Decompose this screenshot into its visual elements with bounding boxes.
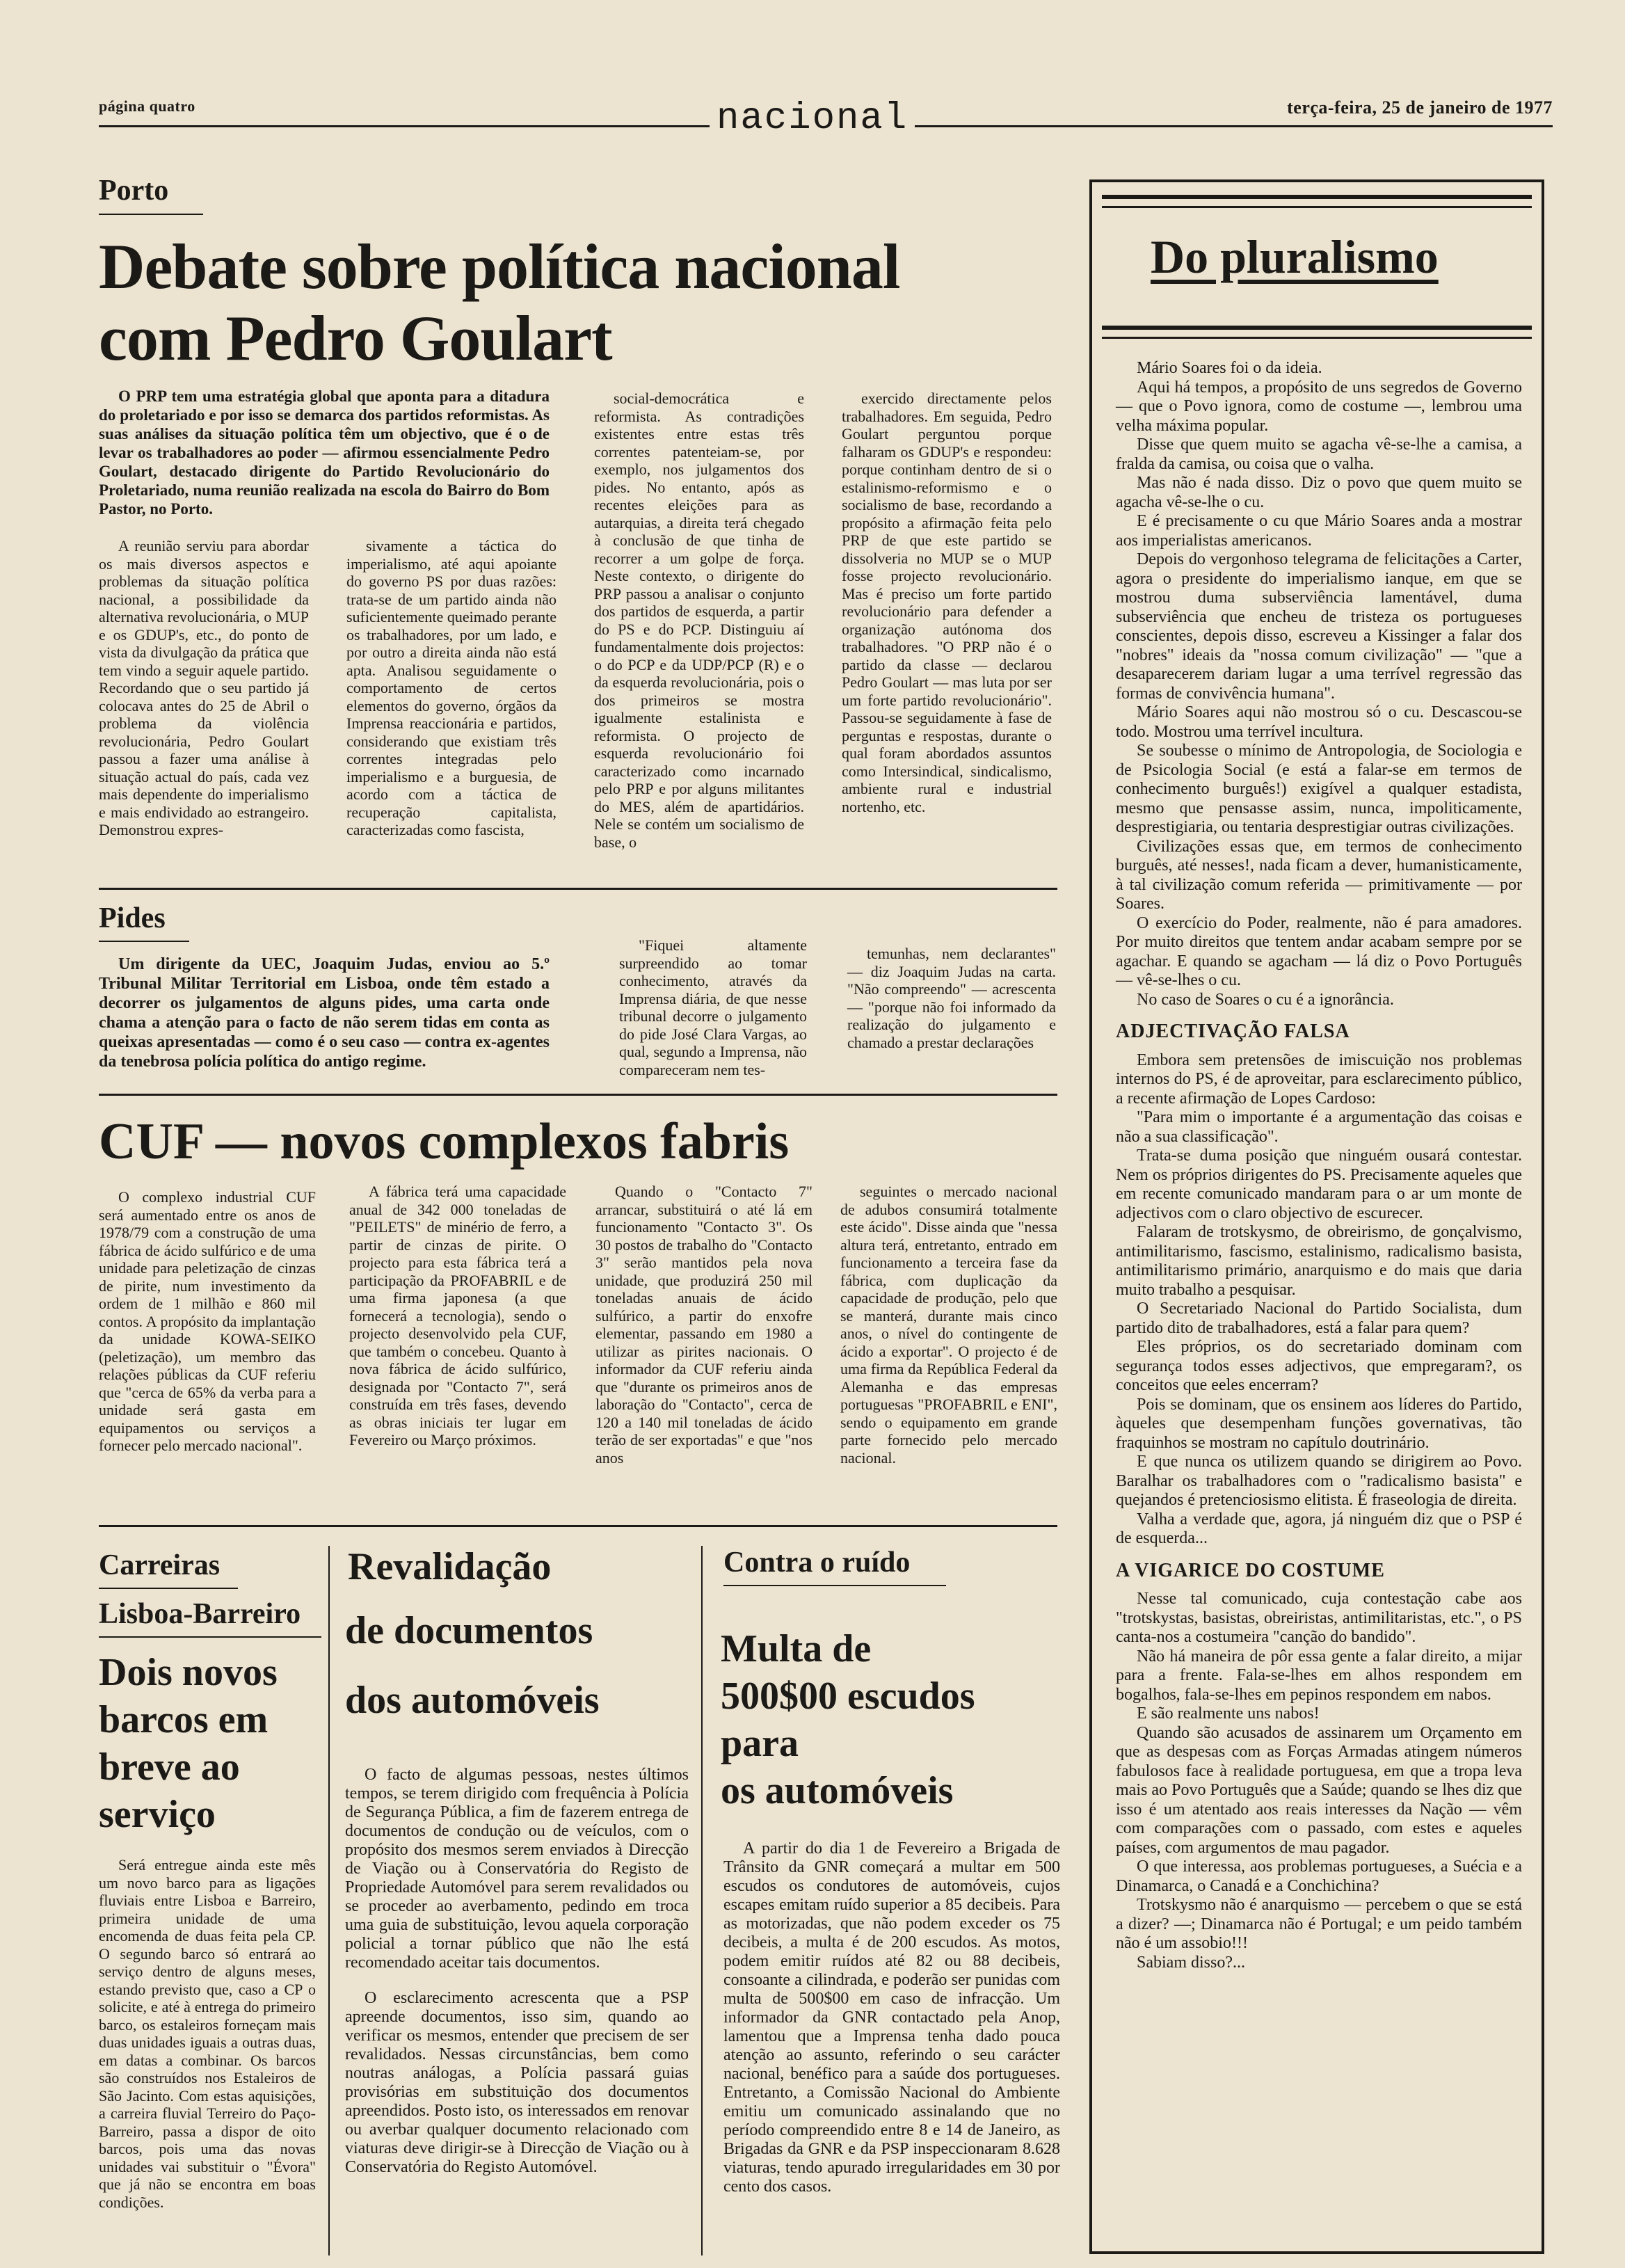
pluralismo-para: Disse que quem muito se agacha vê-se-lhe a camisa, a fralda da camisa, ou coisa que o valha.: [1116, 436, 1522, 473]
porto-col1: A reunião serviu para abordar os mais diversos aspectos e problemas da situação política nacional, a possibilidade da alternativa revolucionária, o MUP e os GDUP's, etc., do ponto de vista da divulgação da prática que tem vindo a seguir aquele partido. Recordando que o seu partido já colocava antes do 25 de Abril o problema da violência revolucionária, Pedro Goulart passou a fazer uma análise à situação actual do país, cada vez mais dependente do imperialismo e mais endividado ao estrangeiro. Demonstrou expres-: [99, 537, 309, 838]
pluralismo-subhead-adjectivacao: ADJECTIVAÇÃO FALSA: [1116, 1021, 1350, 1042]
divider-bottom-stories-1: [328, 1546, 330, 2255]
pluralismo-para: Mas não é nada disso. Diz o povo que quem muito se agacha vê-se-lhe o cu.: [1116, 474, 1522, 511]
ruido-headline-line2: 500$00 escudos: [721, 1675, 975, 1718]
pluralismo-title-bar-2: [1102, 337, 1532, 339]
pides-lead: Um dirigente da UEC, Joaquim Judas, enviou ao 5.º Tribunal Militar Territorial em Lisboa, onde têm estado a decorrer os julgamentos de alguns pides, uma carta onde chama a atenção para o facto de não serem tidas em conta as queixas apresentadas — como é o seu caso — contra ex-agentes da tenebrosa polícia política do antigo regime.: [99, 955, 550, 1071]
pluralismo-para: Pois se dominam, que os ensinem aos líderes do Partido, àqueles que desempenham funções governativas, tão fraquinhos se mostram no capítulo doutrinário.: [1116, 1395, 1522, 1452]
pluralismo-title: Do pluralismo: [1151, 230, 1439, 283]
divider-cuf-bottom: [99, 1525, 1057, 1527]
issue-date: terça-feira, 25 de janeiro de 1977: [1287, 97, 1553, 118]
cuf-col4: seguintes o mercado nacional de adubos consumirá totalmente este ácido". Disse ainda que "nessa altura terá, entretanto, entrado em funcionamento a terceira fase da fábrica, com duplicação da capacidade de produção, pelo que se manterá, durante mais cinco anos, o nível do contingente de ácido a exportar". O projecto é de uma firma da República Federal da Alemanha e das empresas portuguesas "PROFABRIL e ENI", sendo o equipamento em grande parte fornecido pelo mercado nacional.: [840, 1183, 1057, 1467]
pluralismo-para: Não há maneira de pôr essa gente a falar direito, a mijar para a frente. Fala-se-lhes em alhos respondem em bogalhos, fala-se-lhes em pepinos respondem em nabos.: [1116, 1647, 1522, 1704]
pluralismo-top-bar-2: [1102, 206, 1532, 208]
ruido-body: A partir do dia 1 de Fevereiro a Brigada de Trânsito da GNR começará a multar em 500 escudos os condutores de automóveis, cujos escapes emitam ruído superior a 85 decibeis. Para as motorizadas, que não podem exceder os 75 decibeis, a multa é de 200 escudos. As motos, podem emitir ruídos até 82 ou 88 decibeis, consoante a cilindrada, e poderão ser punidas com multa de 500$00 em caso de infracção. Um informador da GNR contactado pela Anop, lamentou que a Imprensa tenha dado pouca atenção ao assunto, referindo o seu carácter nacional, benéfico para a saúde dos portugueses. Entretanto, a Comissão Nacional do Ambiente emitiu um comunicado assinalando que no período compreendido entre 8 e 14 de Janeiro, as Brigadas da GNR e da PSP inspeccionaram 8.628 viaturas, tendo apurado irregularidades em 30 por cento dos casos.: [723, 1839, 1060, 2196]
porto-kicker: Porto: [99, 175, 169, 207]
porto-headline-line1: Debate sobre política nacional: [99, 231, 900, 302]
porto-col3: social-democrática e reformista. As contradições existentes entre estas três correntes patenteiam-se, por exemplo, nos julgamentos dos pides. No entanto, após as recentes eleições para as autarquias, a direita terá chegado à conclusão de que tinha de recorrer a um golpe de força. Neste contexto, o dirigente do PRP passou a analisar o conjunto dos partidos de esquerda, a partir do PS e do PCP. Distinguiu aí fundamentalmente dois projectos: o do PCP e da UDP/PCP (R) e o da esquerda revolucionária, pois o dos primeiros se mostra igualmente estalinista e reformista. O projecto de esquerda revolucionário foi caracterizado como incarnado pelo PRP e por alguns militantes do MES, além de apartidários. Nele se contém um socialismo de base, o: [594, 390, 804, 851]
pluralismo-para: O Secretariado Nacional do Partido Socialista, dum partido dito de trabalhadores, está a falar para quem?: [1116, 1300, 1522, 1337]
pides-col4: temunhas, nem declarantes" — diz Joaquim Judas na carta. "Não compreendo" — acrescenta — "porque não foi informado da realização do julgamento e chamado a prestar declarações: [847, 945, 1056, 1051]
page-number: página quatro: [99, 97, 195, 115]
pluralismo-top-bar: [1102, 195, 1532, 199]
pluralismo-para: Mário Soares aqui não mostrou só o cu. Descascou-se todo. Mostrou uma terrível incultura.: [1116, 703, 1522, 741]
ruido-headline-line3: para: [721, 1722, 799, 1765]
cuf-col3: Quando o "Contacto 7" arrancar, substituirá o até lá em funcionamento "Contacto 3". Os 30 postos de trabalho do "Contacto 3" serão mantidos pela nova unidade, que produzirá 250 mil toneladas anuais de ácido sulfúrico, a partir do enxofre elementar, passando em 1980 a utilizar as pirites nacionais. O informador da CUF referiu ainda que "durante os primeiros anos de laboração do "Contacto", cerca de 120 a 140 mil toneladas de ácido terão de ser exportadas" e que "nos anos: [595, 1183, 812, 1467]
ruido-headline-line1: Multa de: [721, 1627, 872, 1670]
cuf-col2: A fábrica terá uma capacidade anual de 342 000 toneladas de "PEILETS" de minério de ferro, a partir de cinzas de pirite. O projecto para esta fábrica terá a participação da PROFABRIL e de uma firma japonesa (a que fornecerá a tecnologia), sendo o projecto desenvolvido pela CUF, que também o concebeu. Quanto à nova fábrica de ácido sulfúrico, designada por "Contacto 7", será construída em três fases, devendo as obras iniciais ter lugar em Fevereiro ou Março próximos.: [349, 1183, 566, 1448]
revalidacao-headline-line2: de documentos: [345, 1609, 593, 1652]
pluralismo-para: "Para mim o importante é a argumentação das coisas e não a sua classificação".: [1116, 1108, 1522, 1146]
revalidacao-headline-line3: dos automóveis: [345, 1679, 600, 1722]
pluralismo-para: Sabiam disso?...: [1137, 1953, 1245, 1972]
revalidacao-headline-line1: Revalidação: [348, 1545, 552, 1588]
porto-col2: sivamente a táctica do imperialismo, até aqui apoiante do governo PS por duas razões: trata-se de um partido ainda não suficientemente queimado perante os trabalhadores, por um lado, e por outro a direita ainda não está apta. Analisou seguidamente o comportamento de certos elementos do governo, órgãos da Imprensa reaccionária e partidos, considerando que existiam três correntes integradas pelo imperialismo e a burguesia, de acordo com a táctica de recuperação capitalista, caracterizadas como fascista,: [346, 537, 557, 838]
cuf-headline: CUF — novos complexos fabris: [99, 1113, 790, 1170]
pluralismo-para: Trotskysmo não é anarquismo — percebem o que se está a dizer? —; Dinamarca não é Portugal; e um peido também não é um assobio!!!: [1116, 1896, 1522, 1952]
carreiras-kicker-rule: [99, 1588, 238, 1589]
pluralismo-para: Quando são acusados de assinarem um Orçamento em que as despesas com as Forças Armadas atingem números fabulosos face à realidade portuguesa, em que a tropa leva mais ao Povo Português que a Saúde; quando se lhes diz que isso é um atentado aos reais interesses da Nação — vêm com comparações com o passado, com estes e aqueles países, com argumentos de mau pagador.: [1116, 1723, 1522, 1857]
pluralismo-para: E que nunca os utilizem quando se dirigirem ao Povo. Baralhar os trabalhadores com o "radicalismo basista" e quejandos é pretenciosismo elitista. É fraseologia de direita.: [1116, 1453, 1522, 1509]
ruido-kicker-rule: [723, 1585, 946, 1586]
pluralismo-body: [1116, 359, 1522, 1972]
carreiras-route-rule: [99, 1636, 321, 1638]
ruido-headline-line4: os automóveis: [721, 1769, 954, 1812]
section-masthead: nacional: [710, 97, 915, 140]
pluralismo-para: Embora sem pretensões de imiscuição nos problemas internos do PS, é de aproveitar, para esclarecimento público, a recente afirmação de Lopes Cardoso:: [1116, 1051, 1522, 1108]
porto-col4: exercido directamente pelos trabalhadores. Em seguida, Pedro Goulart perguntou porque falharam os GDUP's e respondeu: porque continham dentro de si o estalinismo-reformismo e o socialismo de base, recordando a propósito a afirmação feita pelo PRP de que este partido se dissolveria no MUP se o MUP fosse projecto revolucionário. Mas é preciso um forte partido revolucionário para defender a organização autónoma dos trabalhadores. "O PRP não é o partido da classe — declarou Pedro Goulart — mas luta por ser um forte partido revolucionário". Passou-se seguidamente à fase de perguntas e respostas, durante o qual foram abordados assuntos como Intersindical, sindicalismo, ambiente rural e industrial nortenho, etc.: [842, 390, 1052, 815]
pluralismo-para: Mário Soares foi o da ideia.: [1137, 359, 1322, 377]
pides-kicker: Pides: [99, 902, 166, 934]
pluralismo-para: Valha a verdade que, agora, já ninguém diz que o PSP é de esquerda...: [1116, 1510, 1522, 1547]
pluralismo-para: O que interessa, aos problemas portugueses, a Suécia e a Dinamarca, o Canadá e a Conchichina?: [1116, 1858, 1522, 1895]
pides-kicker-rule: [99, 941, 189, 942]
carreiras-headline: Dois novos barcos em breve ao serviço: [99, 1651, 278, 1836]
pluralismo-para: Nesse tal comunicado, cuja contestação cabe aos "trotskystas, basistas, obreiristas, antimilitaristas, etc.", o PS canta-nos a costumeira "canção do bandido".: [1116, 1590, 1522, 1646]
divider-porto-bottom: [99, 888, 1057, 890]
carreiras-body: Será entregue ainda este mês um novo barco para as ligações fluviais entre Lisboa e Barreiro, primeira unidade de uma encomenda de duas feita pela CP. O segundo barco só entrará ao serviço dentro de alguns meses, estando previsto que, caso a CP o solicite, e até à entrega do primeiro barco, os estaleiros forneçam mais duas unidades iguais a outras duas, em datas a combinar. Os barcos são construídos nos Estaleiros de São Jacinto. Com estas aquisições, a carreira fluvial Terreiro do Paço-Barreiro, passa a dispor de oito barcos, pois uma das novas unidades vai substituir o "Évora" que já não se encontra em boas condições.: [99, 1856, 316, 2211]
carreiras-kicker-route: Lisboa-Barreiro: [99, 1598, 301, 1630]
pluralismo-para: O exercício do Poder, realmente, não é para amadores. Por muito direitos que tentem andar acabam sempre por se agachar. E quando se agacham — lá diz o Povo Português — vê-se-lhes o cu.: [1116, 913, 1522, 989]
porto-kicker-rule: [99, 214, 203, 215]
pluralismo-para: Civilizações essas que, em termos de conhecimento burguês, até nesses!, nada ficam a dever, humanisticamente, à tal civilização comum referida — primitivamente — por Soares.: [1116, 837, 1522, 913]
cuf-col1: O complexo industrial CUF será aumentado entre os anos de 1978/79 com a construção de uma fábrica de ácido sulfúrico e de uma unidade para peletização de cinzas de pirite, num investimento da ordem de 1 milhão e 860 mil contos. A propósito da implantação da unidade KOWA-SEIKO (peletização), um membro das relações públicas da CUF referiu que "cerca de 65% da verba para a unidade será gasta em equipamentos ou serviços a fornecer pelo mercado nacional".: [99, 1188, 316, 1454]
pluralismo-para: Eles próprios, os do secretariado dominam com segurança todos esses adjectivos, que empregaram?, os conceitos que eeles encerram?: [1116, 1338, 1522, 1394]
divider-bottom-stories-2: [701, 1546, 703, 2255]
pluralismo-para: E é precisamente o cu que Mário Soares anda a mostrar aos imperialistas americanos.: [1116, 512, 1522, 550]
pluralismo-title-bar: [1102, 326, 1532, 330]
pluralismo-para: Depois do vergonhoso telegrama de felicitações a Carter, agora o presidente do imperialismo ianque, em que se mostrou duma subserviência lamentável, duma subserviência que encheu de tristeza os portugueses conscientes, depois disso, escreveu a Kissinger a falar dos "nobres" ideais da "nossa comum civilização" — "que a desaparecerem dariam lugar a uma terrível regressão das formas de convivência humana".: [1116, 550, 1522, 703]
pluralismo-subhead-vigarice: A VIGARICE DO COSTUME: [1116, 1559, 1385, 1581]
pides-col3: "Fiquei altamente surpreendido ao tomar conhecimento, através da Imprensa diária, de que nesse tribunal decorre o julgamento do pide José Clara Vargas, ao qual, segundo a Imprensa, não compareceram nem tes-: [619, 936, 807, 1078]
pluralismo-para: No caso de Soares o cu é a ignorância.: [1137, 990, 1394, 1009]
pluralismo-para: Aqui há tempos, a propósito de uns segredos de Governo — que o Povo ignora, como de costume —, lembrou uma velha máxima popular.: [1116, 378, 1522, 435]
porto-headline-line2: com Pedro Goulart: [99, 303, 612, 374]
pluralismo-para: Trata-se duma posição que ninguém ousará contestar. Nem os próprios dirigentes do PS. Precisamente aqueles que em recente comunicado mandaram para o ar um monte de adjectivos com o claro objectivo de escurecer.: [1116, 1147, 1522, 1222]
revalidacao-body: O facto de algumas pessoas, nestes últimos tempos, se terem dirigido com frequência à Polícia de Segurança Pública, a fim de fazerem entrega de documentos de condução ou de veículos, com o propósito dos mesmos serem enviados à Direcção de Viação ou à Conservatória do Registo de Propriedade Automóvel para serem revalidados ou se proceder ao averbamento, pedindo em troca uma guia de substituição, levou aquela corporação policial a tornar público que não lhe está recomendado aceitar tais documentos. O esclarecimento acrescenta que a PSP apreende documentos, isso sim, quando ao verificar os mesmos, entender que precisem de ser revalidados. Nessas circunstâncias, bem como noutras análogas, a Polícia passará guias provisórias em substituição dos documentos apreendidos. Posto isto, os interessados em renovar ou averbar qualquer documento relacionado com viaturas deve dirigir-se à Direcção de Viação ou à Conservatória do Registo Automóvel.: [345, 1766, 689, 2176]
carreiras-kicker: Carreiras: [99, 1549, 221, 1581]
porto-lead: O PRP tem uma estratégia global que aponta para a ditadura do proletariado e por isso se demarca dos partidos reformistas. As suas análises da situação política têm um objectivo, que é o de levar os trabalhadores ao poder — afirmou essencialmente Pedro Goulart, destacado dirigente do Partido Revolucionário do Proletariado, numa reunião realizada na escola do Bairro do Bom Pastor, no Porto.: [99, 388, 550, 518]
divider-pides-bottom: [99, 1094, 1057, 1096]
pluralismo-para: Se soubesse o mínimo de Antropologia, de Sociologia e de Psicologia Social (e está a falar-se em termos de conhecimento burguês!) exigível a qualquer estadista, mesmo que pensasse assim, nunca, impoliticamente, desprestigiaria, ou tentaria desprestigiar outras civilizações.: [1116, 742, 1522, 836]
pluralismo-para: E são realmente uns nabos!: [1137, 1704, 1320, 1723]
pluralismo-para: Falaram de trotskysmo, de obreirismo, de gonçalvismo, antimilitarismo, fascismo, estalinismo, radicalismo basista, antimilitarismo primário, anarquismo e do mais que daria muito trabalho a pesquisar.: [1116, 1223, 1522, 1299]
ruido-kicker: Contra o ruído: [723, 1547, 911, 1579]
